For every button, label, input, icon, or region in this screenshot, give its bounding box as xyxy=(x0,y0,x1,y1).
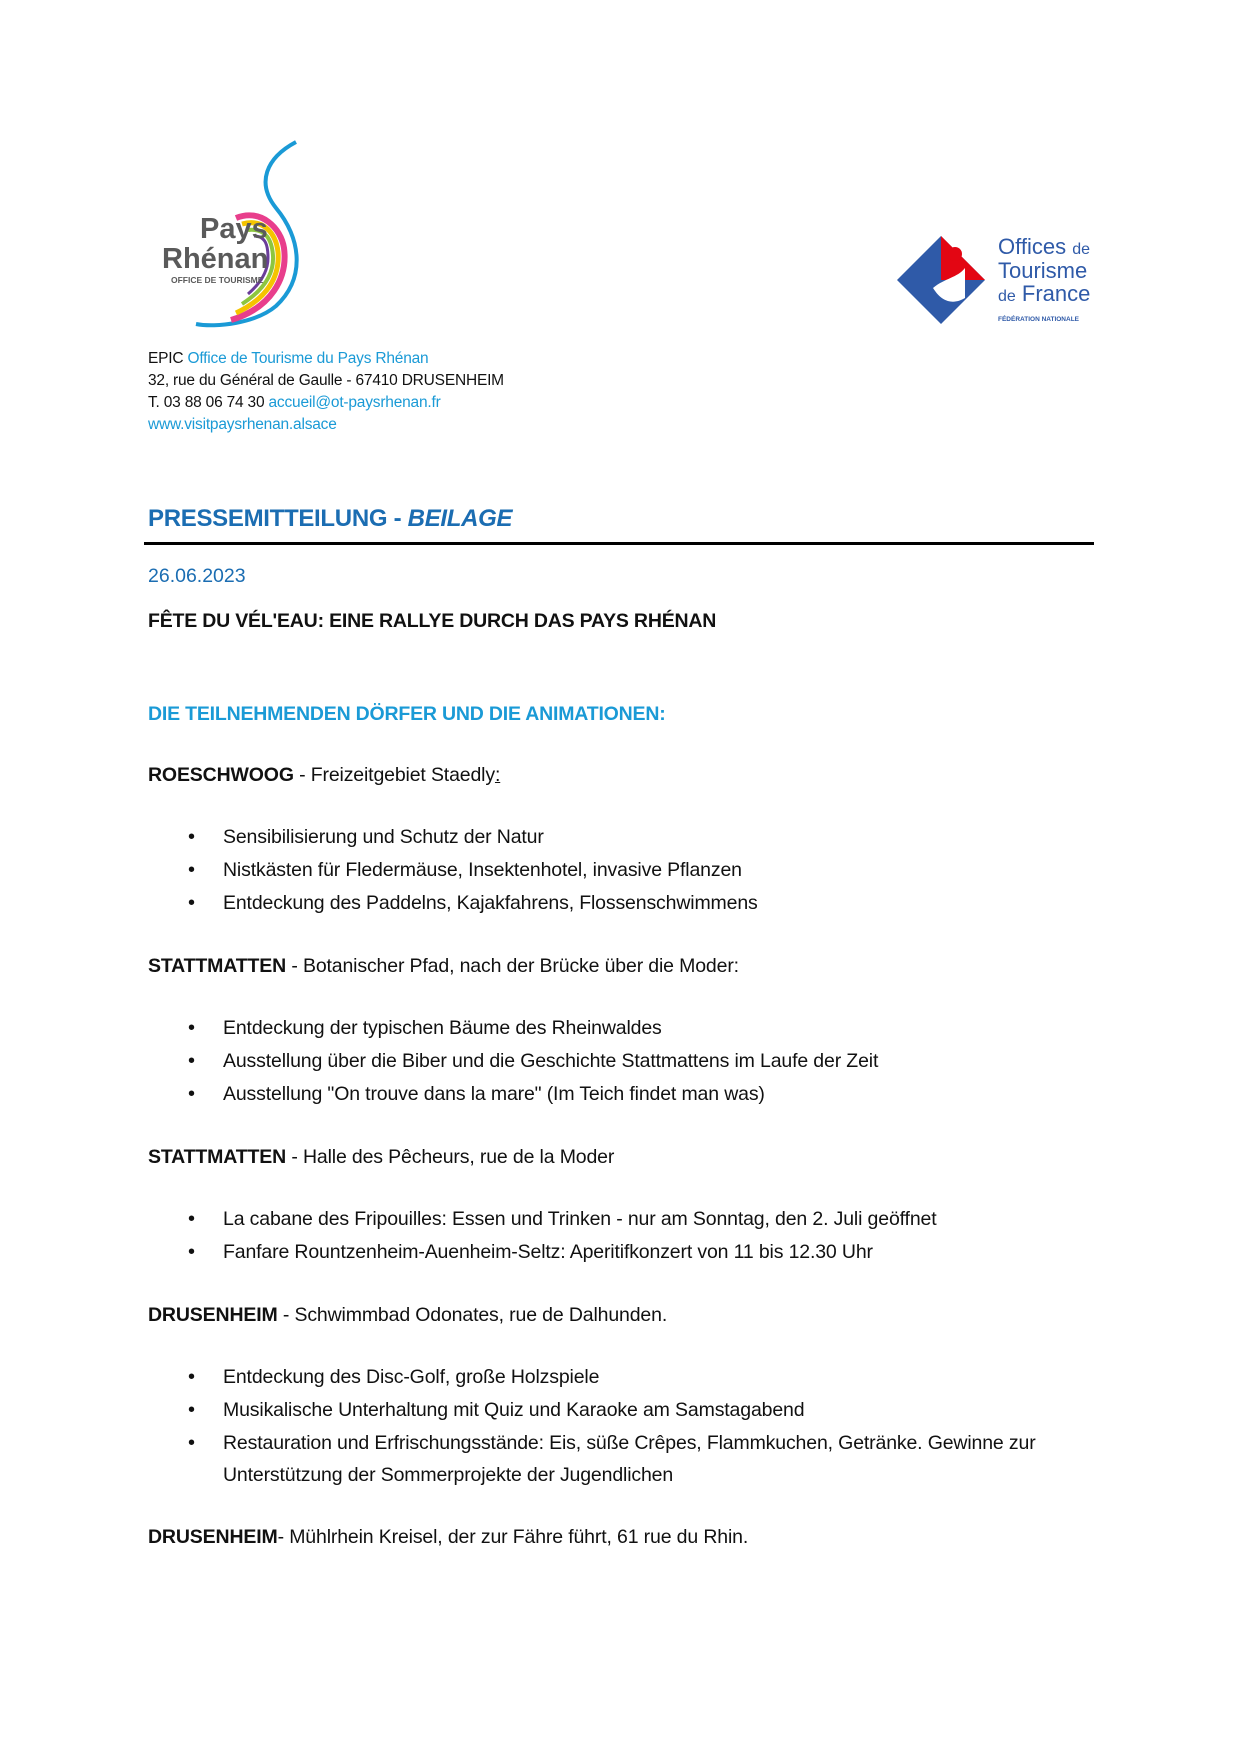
bullet-icon: • xyxy=(188,1050,195,1072)
bullet-icon: • xyxy=(188,1017,195,1039)
village-name: ROESCHWOOG xyxy=(148,764,294,786)
village-name: DRUSENHEIM xyxy=(148,1526,278,1548)
offices-tourisme-emblem-icon xyxy=(895,228,1105,328)
activity-text: Ausstellung über die Biber und die Geschichte Stattmattens im Laufe der Zeit xyxy=(223,1050,879,1072)
activity-item xyxy=(148,1078,1098,1111)
activity-text: Entdeckung der typischen Bäume des Rheinwaldes xyxy=(223,1017,662,1039)
activity-text: Restauration und Erfrischungsstände: Eis, süße Crêpes, Flammkuchen, Getränke. Gewinne zur Unterstützung der Sommerprojekte der Jugendlichen xyxy=(223,1432,1036,1486)
activity-item xyxy=(148,887,1098,920)
logo-offices-text: Offices de xyxy=(998,234,1090,259)
activity-list xyxy=(148,821,1098,920)
title-subtitle: BEILAGE xyxy=(407,505,513,532)
activity-text: Ausstellung "On trouve dans la mare" (Im Teich findet man was) xyxy=(223,1083,765,1105)
activity-text: Sensibilisierung und Schutz der Natur xyxy=(223,826,544,848)
activity-item xyxy=(148,1427,1098,1491)
pays-rhenan-swirl-icon xyxy=(162,138,326,336)
activity-item xyxy=(148,1203,1098,1236)
activity-item xyxy=(148,854,1098,887)
village-heading xyxy=(148,1300,1098,1330)
contact-block xyxy=(148,348,504,436)
pays-rhenan-logo xyxy=(162,138,326,336)
activity-text: La cabane des Fripouilles: Essen und Trinken - nur am Sonntag, den 2. Juli geöffnet xyxy=(223,1208,937,1230)
activity-text: Nistkästen für Fledermäuse, Insektenhotel, invasive Pflanzen xyxy=(223,859,742,881)
logo-office-text: OFFICE DE TOURISME xyxy=(171,275,264,285)
village-name: STATTMATTEN xyxy=(148,955,287,977)
activity-item xyxy=(148,821,1098,854)
bullet-icon: • xyxy=(188,826,195,848)
title-separator: - xyxy=(387,505,408,532)
activity-list xyxy=(148,1361,1098,1491)
activity-text: Fanfare Rountzenheim-Auenheim-Seltz: Aperitifkonzert von 11 bis 12.30 Uhr xyxy=(223,1241,873,1263)
contact-org-line xyxy=(148,348,504,370)
bullet-icon: • xyxy=(188,1241,195,1263)
contact-prefix: EPIC xyxy=(148,350,184,367)
activity-item xyxy=(148,1236,1098,1269)
village-desc: - Halle des Pêcheurs, rue de la Moder xyxy=(286,1146,615,1168)
bullet-icon: • xyxy=(188,1366,195,1388)
logo-pays-text: Pays xyxy=(200,213,268,245)
activity-item xyxy=(148,1361,1098,1394)
activity-item xyxy=(148,1045,1098,1078)
logo-federation-text: FÉDÉRATION NATIONALE xyxy=(998,316,1080,323)
village-desc: - Freizeitgebiet Staedly xyxy=(293,764,495,786)
title-text: PRESSEMITTEILUNG xyxy=(148,505,388,532)
bullet-icon: • xyxy=(188,1208,195,1230)
contact-phone-line xyxy=(148,392,504,414)
activity-text: Entdeckung des Disc-Golf, große Holzspiele xyxy=(223,1366,600,1388)
activity-item xyxy=(148,1394,1098,1427)
village-desc: - Botanischer Pfad, nach der Brücke über die Moder: xyxy=(286,955,739,977)
offices-de-tourisme-logo xyxy=(895,228,1105,328)
village-heading xyxy=(148,951,1098,981)
section-title: DIE TEILNEHMENDEN DÖRFER UND DIE ANIMATIONEN: xyxy=(148,703,666,725)
title-divider xyxy=(144,542,1094,545)
logo-tourisme-text: Tourisme xyxy=(998,258,1088,283)
logo-rhenan-text: Rhénan xyxy=(162,243,269,275)
activity-list xyxy=(148,1012,1098,1111)
village-desc-suffix: : xyxy=(494,764,501,786)
activity-text: Entdeckung des Paddelns, Kajakfahrens, Flossenschwimmens xyxy=(223,892,758,914)
press-headline: FÊTE DU VÉL'EAU: EINE RALLYE DURCH DAS PAYS RHÉNAN xyxy=(148,610,717,632)
activity-list xyxy=(148,1203,1098,1269)
logo-de-france-text: de France xyxy=(998,281,1091,306)
contact-email-link[interactable]: accueil@ot-paysrhenan.fr xyxy=(268,394,441,411)
contact-org-name: Office de Tourisme du Pays Rhénan xyxy=(187,350,429,367)
bullet-icon: • xyxy=(188,1083,195,1105)
bullet-icon: • xyxy=(188,1399,195,1421)
village-heading xyxy=(148,1142,1098,1172)
village-heading xyxy=(148,760,1098,790)
village-desc: - Schwimmbad Odonates, rue de Dalhunden. xyxy=(277,1304,668,1326)
bullet-icon: • xyxy=(188,892,195,914)
village-list xyxy=(148,760,1098,1552)
contact-address: 32, rue du Général de Gaulle - 67410 DRUSENHEIM xyxy=(148,372,504,389)
activity-text: Musikalische Unterhaltung mit Quiz und Karaoke am Samstagabend xyxy=(223,1399,805,1421)
press-date: 26.06.2023 xyxy=(148,565,246,587)
village-name: STATTMATTEN xyxy=(148,1146,287,1168)
village-heading xyxy=(148,1522,1098,1552)
contact-phone: T. 03 88 06 74 30 xyxy=(148,394,265,411)
bullet-icon: • xyxy=(188,859,195,881)
page-title xyxy=(148,505,512,533)
village-desc: - Mühlrhein Kreisel, der zur Fähre führt, 61 rue du Rhin. xyxy=(277,1526,749,1548)
activity-item xyxy=(148,1012,1098,1045)
bullet-icon: • xyxy=(188,1432,195,1454)
contact-website-link[interactable]: www.visitpaysrhenan.alsace xyxy=(148,416,337,433)
village-name: DRUSENHEIM xyxy=(148,1304,278,1326)
